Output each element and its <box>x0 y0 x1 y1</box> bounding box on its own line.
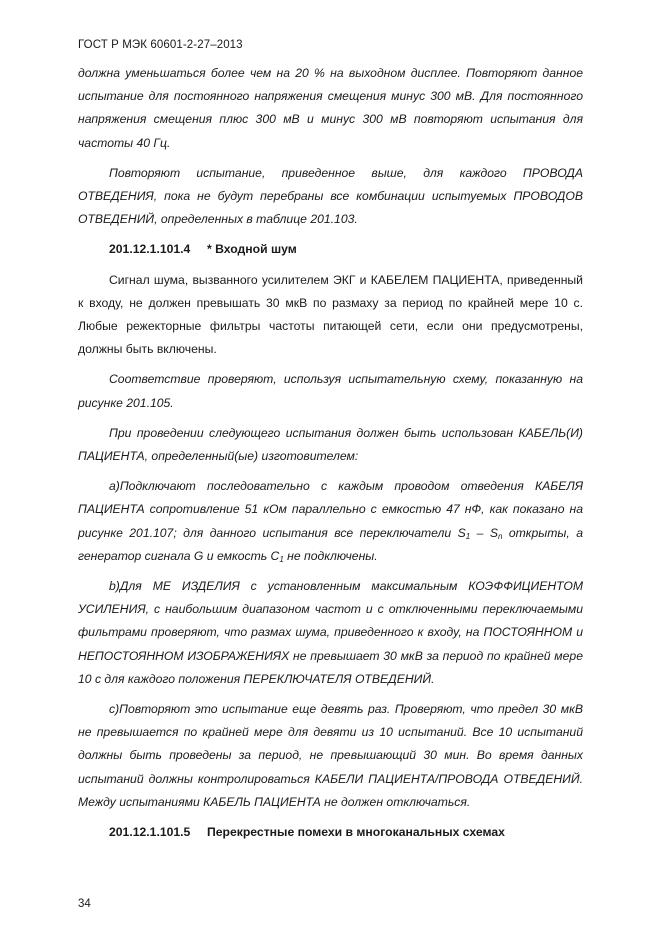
section-heading-input-noise <box>78 238 583 261</box>
step-a-text-1: а)Подключают последовательно с каждым проводом отведения КАБЕЛЯ ПАЦИЕНТА сопротивление 51 кОм параллельно с емкостью 47 нФ, как показано на рисунке 201.107; для данного испытания все переключатели S <box>78 479 583 540</box>
subscript-1: 1 <box>465 531 471 541</box>
document-header: ГОСТ Р МЭК 60601-2-27–2013 <box>78 39 243 51</box>
paragraph-compliance: Соответствие проверяют, используя испытательную схему, показанную на рисунке 201.105. <box>78 372 583 410</box>
section-title: * Входной шум <box>207 242 297 257</box>
paragraph-noise-requirement: Сигнал шума, вызванного усилителем ЭКГ и КАБЕЛЕМ ПАЦИЕНТА, приведенный к входу, не должен превышать 30 мкВ по размаху за период по крайней мере 10 с. Любые режекторные фильтры частоты питающей сети, если они предусмотрены, должны быть включены. <box>78 272 583 357</box>
subscript-n: n <box>497 531 503 541</box>
section-number: 201.12.1.101.5 <box>109 825 191 840</box>
page-number: 34 <box>78 898 91 910</box>
paragraph-step-c: c)Повторяют это испытание еще девять раз. Проверяют, что предел 30 мкВ не превышается по крайней мере для девяти из 10 испытаний. Все 10 испытаний должны быть проведены за период, не превышающий 30 мин. Во время данных испытаний должны контролироваться КАБЕЛИ ПАЦИЕНТА/ПРОВОДА ОТВЕДЕНИЙ. Между испытаниями КАБЕЛЬ ПАЦИЕНТА не должен отключаться. <box>78 702 583 809</box>
section-title: Перекрестные помехи в многоканальных схемах <box>207 825 505 840</box>
step-a-text-3: открыты, а генератор сигнала G и емкость C <box>78 525 583 563</box>
section-number: 201.12.1.101.4 <box>109 242 191 257</box>
section-heading-crosstalk <box>78 821 583 844</box>
page-body <box>78 62 583 851</box>
paragraph-test-continuation: должна уменьшаться более чем на 20 % на выходном дисплее. Повторяют данное испытание для постоянного напряжения смещения минус 300 мВ. Для постоянного напряжения смещения плюс 300 мВ и минус 300 мВ повторяют испытания для частоты 40 Гц. <box>78 66 583 150</box>
step-a-text-2: – S <box>470 525 498 540</box>
step-a-text-4: не подключены. <box>283 548 378 563</box>
paragraph-step-b: b)Для МЕ ИЗДЕЛИЯ с установленным максимальным КОЭФФИЦИЕНТОМ УСИЛЕНИЯ, с наибольшим диапазоном частот и с отключенными переключаемыми фильтрами проверяют, что размах шума, приведенного к входу, на ПОСТОЯННОМ и НЕПОСТОЯННОМ ИЗОБРАЖЕНИЯХ не превышает 30 мкВ за период по крайней мере 10 с для каждого положения ПЕРЕКЛЮЧАТЕЛЯ ОТВЕДЕНИЙ. <box>78 579 583 686</box>
paragraph-cable-note: При проведении следующего испытания должен быть использован КАБЕЛЬ(И) ПАЦИЕНТА, определенный(ые) изготовителем: <box>78 425 583 464</box>
subscript-c1: 1 <box>279 554 284 564</box>
paragraph-repeat-test: Повторяют испытание, приведенное выше, для каждого ПРОВОДА ОТВЕДЕНИЯ, пока не будут перебраны все комбинации испытуемых ПРОВОДОВ ОТВЕДЕНИЙ, определенных в таблице 201.103. <box>78 165 583 227</box>
paragraph-step-a <box>78 475 583 568</box>
